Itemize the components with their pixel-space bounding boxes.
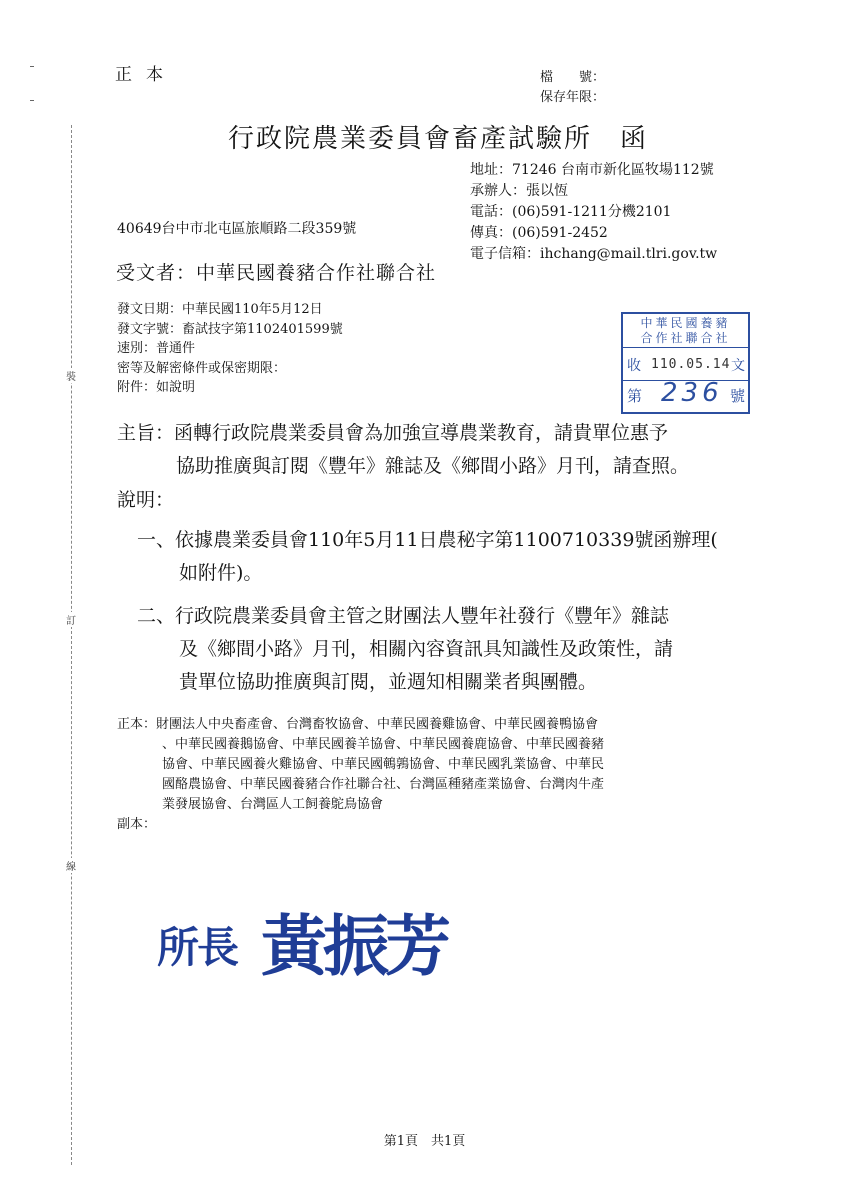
sender-info <box>470 160 717 265</box>
stamp-number-row <box>623 380 748 410</box>
stamp-di-char: 第 <box>627 387 643 405</box>
stamp-org-line2: 合作社聯合社 <box>640 331 731 345</box>
copy-recipients-label: 副本： <box>117 817 157 832</box>
copy-type-label: 正本 <box>115 65 177 85</box>
original-recipients-line: 國酪農協會、中華民國養豬合作社聯合社、台灣區種豬產業協會、台灣肉牛產 <box>162 777 605 792</box>
delivery-speed: 速別：普通件 <box>117 341 196 356</box>
document-meta <box>117 300 343 398</box>
stamp-date-row <box>623 348 748 381</box>
original-recipients-line: 協會、中華民國養火雞協會、中華民國鵪鶉協會、中華民國乳業協會、中華民 <box>162 757 605 772</box>
binding-mark-xian: 線 <box>66 858 76 873</box>
distribution-list <box>117 715 604 835</box>
original-recipients-line: 、中華民國養鵝協會、中華民國養羊協會、中華民國養鹿協會、中華民國養豬 <box>162 737 605 752</box>
document-title: 行政院農業委員會畜產試驗所 函 <box>228 124 649 154</box>
sender-phone: 電話：(06)591-1211分機2101 <box>470 204 672 220</box>
secrecy-level: 密等及解密條件或保密期限： <box>117 360 287 376</box>
retention-label: 保存年限： <box>540 90 606 105</box>
attachment-note: 附件：如說明 <box>117 380 196 395</box>
stamp-org-line1: 中華民國養豬 <box>640 316 731 330</box>
original-recipients-line: 正本：財團法人中央畜產會、台灣畜牧協會、中華民國養雞協會、中華民國養鴨協會 <box>117 717 599 732</box>
stamp-received-char: 收 <box>627 358 641 374</box>
signature-title: 所長 <box>157 923 238 972</box>
document-number: 發文字號：畜試技字第1102401599號 <box>117 321 343 337</box>
file-number-label: 檔 號： <box>540 70 606 85</box>
purpose-section <box>117 417 689 483</box>
stamp-org <box>623 314 748 348</box>
explanation-item-1-line: 如附件)。 <box>179 562 263 584</box>
sender-email: 電子信箱：ihchang@mail.tlri.gov.tw <box>470 246 718 262</box>
page-footer: 第1頁 共1頁 <box>383 1134 466 1149</box>
explanation-item-1-line: 一、依據農業委員會110年5月11日農秘字第1100710339號函辦理( <box>137 529 718 551</box>
binding-mark-ding: 訂 <box>66 612 76 627</box>
stamp-hao-char: 號 <box>729 387 745 405</box>
sender-address: 地址：71246 台南市新化區牧場112號 <box>470 162 714 178</box>
stamp-date: 110.05.14 <box>651 357 731 372</box>
director-signature <box>157 893 497 985</box>
recipient: 受文者：中華民國養豬合作社聯合社 <box>116 262 437 284</box>
archive-info <box>540 68 605 108</box>
scan-speck <box>30 100 34 101</box>
binding-margin-line <box>71 125 72 1165</box>
issue-date: 發文日期：中華民國110年5月12日 <box>117 302 323 317</box>
explanation-section <box>137 524 718 699</box>
explanation-item-2-line: 貴單位協助推廣與訂閱，並週知相關業者與團體。 <box>179 671 598 693</box>
received-stamp <box>621 312 750 414</box>
binding-mark-zhuang: 裝 <box>66 368 76 383</box>
sender-fax: 傳真：(06)591-2452 <box>470 225 608 241</box>
scan-speck <box>30 66 34 67</box>
signature-name: 黃振芳 <box>261 908 447 985</box>
explanation-item-2-line: 二、行政院農業委員會主管之財團法人豐年社發行《豐年》雜誌 <box>137 605 670 627</box>
stamp-number: 236 <box>661 378 723 408</box>
recipient-address: 40649台中市北屯區旅順路二段359號 <box>117 221 357 237</box>
explanation-item-2-line: 及《鄉間小路》月刊，相關內容資訊具知識性及政策性，請 <box>179 638 674 660</box>
explanation-label: 說明： <box>117 489 175 511</box>
purpose-line: 主旨：函轉行政院農業委員會為加強宣導農業教育，請貴單位惠予 <box>117 422 669 444</box>
purpose-line: 協助推廣與訂閱《豐年》雜誌及《鄉間小路》月刊，請查照。 <box>176 455 690 477</box>
sender-handler: 承辦人：張以恆 <box>470 183 568 199</box>
stamp-doc-char: 文 <box>731 358 745 374</box>
original-recipients-line: 業發展協會、台灣區人工飼養鴕鳥協會 <box>162 797 384 812</box>
